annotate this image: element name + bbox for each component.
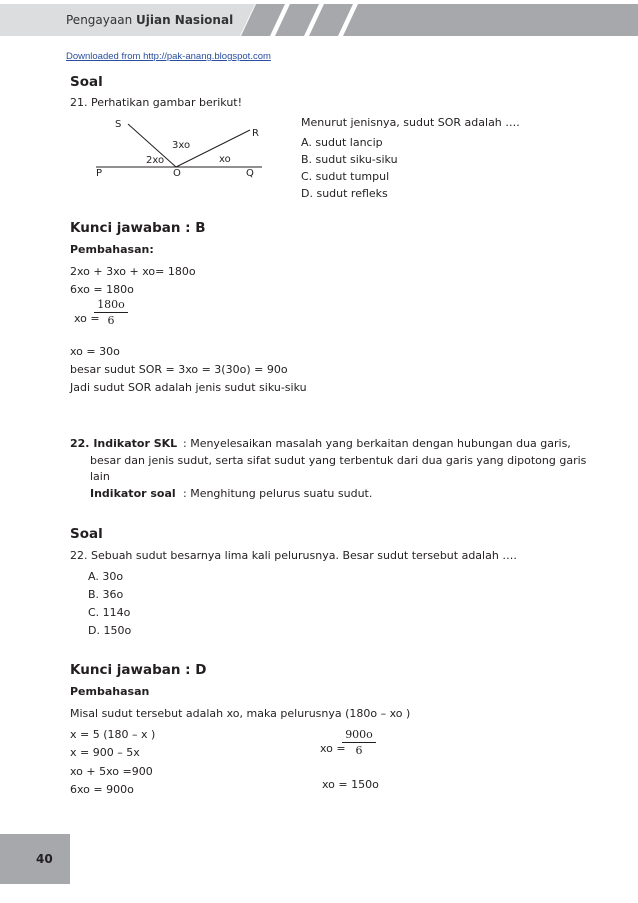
header-title: Pengayaan Ujian Nasional [66, 13, 234, 27]
step-22-3: xo + 5xo =900 [70, 765, 153, 778]
soal-indicator-text-22: : Menghitung pelurus suatu sudut. [183, 487, 373, 500]
answer-key-22: Kunci jawaban : D [70, 662, 207, 678]
label-O: O [173, 168, 181, 179]
option-22-d: D. 150o [88, 624, 132, 637]
discussion-heading-21: Pembahasan: [70, 243, 154, 256]
answer-key-21: Kunci jawaban : B [70, 220, 206, 236]
option-21-b: B. sudut siku-siku [301, 153, 398, 166]
download-note[interactable]: Downloaded from http://pak-anang.blogspot.com [66, 51, 271, 62]
fraction-lhs-22: xo = [320, 742, 346, 755]
page-number-box [0, 834, 70, 884]
fraction-denominator-22: 6 [355, 744, 363, 757]
skl-text-22-line2: besar dan jenis sudut, serta sifat sudut yang terbentuk dari dua garis yang dipotong garis [90, 454, 587, 467]
skl-label-22: 22. Indikator SKL [70, 437, 178, 450]
step-21-2: 6xo = 180o [70, 283, 134, 296]
page-number: 40 [36, 852, 53, 866]
fraction-numerator-22: 900o [345, 728, 373, 741]
label-angle-2x: 2xo [146, 155, 165, 166]
fraction-lhs-21: xo = [74, 312, 100, 325]
label-P: P [96, 168, 103, 179]
label-Q: Q [246, 168, 254, 179]
step-21-1: 2xo + 3xo + xo= 180o [70, 265, 196, 278]
step-22-2: x = 900 – 5x [70, 746, 140, 759]
label-angle-x: xo [219, 154, 231, 165]
option-21-d: D. sudut refleks [301, 187, 388, 200]
option-22-c: C. 114o [88, 606, 131, 619]
option-21-a: A. sudut lancip [301, 136, 383, 149]
discussion-heading-22: Pembahasan [70, 685, 150, 698]
step-22-4: 6xo = 900o [70, 783, 134, 796]
result-22: xo = 150o [322, 778, 379, 791]
fraction-numerator-21: 180o [97, 298, 125, 311]
option-22-a: A. 30o [88, 570, 124, 583]
label-S: S [115, 119, 122, 130]
step-21-4: besar sudut SOR = 3xo = 3(30o) = 90o [70, 363, 288, 376]
option-22-b: B. 36o [88, 588, 124, 601]
question-22: 22. Sebuah sudut besarnya lima kali pelurusnya. Besar sudut tersebut adalah …. [70, 549, 517, 562]
fraction-denominator-21: 6 [107, 314, 115, 327]
step-21-3: xo = 30o [70, 345, 120, 358]
question-21: 21. Perhatikan gambar berikut! [70, 96, 243, 109]
fraction-22 [342, 728, 376, 757]
label-angle-3x: 3xo [172, 140, 191, 151]
prompt-21: Menurut jenisnya, sudut SOR adalah …. [301, 116, 520, 129]
fraction-21 [94, 298, 128, 327]
soal-heading-22: Soal [70, 526, 103, 542]
step-22-1: x = 5 (180 – x ) [70, 728, 156, 741]
soal-heading-21: Soal [70, 74, 103, 90]
discussion-intro-22: Misal sudut tersebut adalah xo, maka pelurusnya (180o – xo ) [70, 707, 411, 720]
skl-text-22-line3: lain [90, 470, 110, 483]
skl-text-22: : Menyelesaikan masalah yang berkaitan dengan hubungan dua garis, [183, 437, 571, 450]
option-21-c: C. sudut tumpul [301, 170, 390, 183]
soal-indicator-label-22: Indikator soal [90, 487, 176, 500]
label-R: R [252, 128, 259, 139]
step-21-5: Jadi sudut SOR adalah jenis sudut siku-siku [70, 381, 307, 394]
